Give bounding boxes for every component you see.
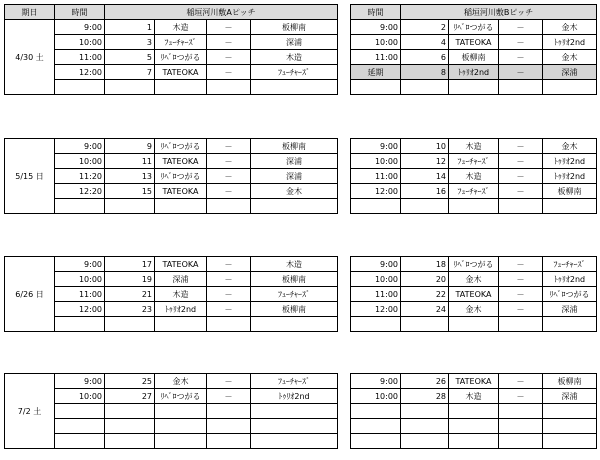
home-team: TATEOKA xyxy=(449,287,499,302)
table-row xyxy=(351,154,597,169)
home-team: 金木 xyxy=(449,302,499,317)
match-date: 6/26 日 xyxy=(5,257,55,332)
away-team xyxy=(543,199,597,214)
match-number xyxy=(401,199,449,214)
match-number: 4 xyxy=(401,35,449,50)
vs-dash xyxy=(499,317,543,332)
vs-dash: － xyxy=(207,272,251,287)
away-team: 板柳南 xyxy=(251,302,338,317)
away-team: 板柳南 xyxy=(251,272,338,287)
vs-dash xyxy=(207,419,251,434)
home-team xyxy=(449,199,499,214)
match-number: 25 xyxy=(105,374,155,389)
match-time: 9:00 xyxy=(351,20,401,35)
table-row xyxy=(5,302,338,317)
table-row xyxy=(5,35,338,50)
header-row xyxy=(351,5,597,20)
match-number xyxy=(401,80,449,95)
vs-dash: － xyxy=(207,374,251,389)
away-team: 深浦 xyxy=(543,302,597,317)
vs-dash: － xyxy=(499,184,543,199)
match-time xyxy=(351,80,401,95)
vs-dash: － xyxy=(499,272,543,287)
vs-dash: － xyxy=(499,374,543,389)
match-number xyxy=(105,404,155,419)
home-team: ﾘﾍﾞﾛつがる xyxy=(155,50,207,65)
match-number: 22 xyxy=(401,287,449,302)
match-time xyxy=(55,419,105,434)
away-team xyxy=(251,419,338,434)
schedule-block-4-pitch-a xyxy=(4,373,338,449)
table-row xyxy=(351,257,597,272)
header-row xyxy=(5,5,338,20)
schedule-block-2-pitch-a xyxy=(4,138,338,214)
home-team xyxy=(449,419,499,434)
schedule-block-2-pitch-b xyxy=(350,138,597,214)
home-team: 板柳南 xyxy=(449,50,499,65)
match-number xyxy=(401,317,449,332)
match-number xyxy=(105,419,155,434)
vs-dash: － xyxy=(207,287,251,302)
vs-dash xyxy=(499,199,543,214)
match-time: 12:00 xyxy=(55,65,105,80)
match-time: 12:00 xyxy=(351,302,401,317)
table-row xyxy=(351,389,597,404)
home-team: 木造 xyxy=(155,20,207,35)
table-row xyxy=(351,419,597,434)
match-time: 9:00 xyxy=(55,374,105,389)
table-row xyxy=(5,434,338,449)
table-row xyxy=(351,272,597,287)
table-row xyxy=(5,169,338,184)
vs-dash xyxy=(499,80,543,95)
vs-dash: － xyxy=(499,20,543,35)
match-number xyxy=(105,199,155,214)
away-team xyxy=(543,404,597,419)
match-date: 7/2 土 xyxy=(5,374,55,449)
home-team: 木造 xyxy=(449,169,499,184)
away-team: ﾄｩﾘｵ2nd xyxy=(543,169,597,184)
table-row-postponed xyxy=(351,65,597,80)
home-team: TATEOKA xyxy=(449,374,499,389)
table-row xyxy=(5,154,338,169)
vs-dash: － xyxy=(207,257,251,272)
vs-dash: － xyxy=(207,169,251,184)
away-team: 板柳南 xyxy=(543,374,597,389)
time-header: 時間 xyxy=(351,5,401,20)
home-team: TATEOKA xyxy=(155,184,207,199)
match-time xyxy=(55,317,105,332)
match-number: 24 xyxy=(401,302,449,317)
away-team xyxy=(543,80,597,95)
match-time: 9:00 xyxy=(351,257,401,272)
away-team xyxy=(543,434,597,449)
vs-dash: － xyxy=(207,154,251,169)
match-time: 9:00 xyxy=(351,139,401,154)
match-time: 11:00 xyxy=(351,287,401,302)
match-time xyxy=(55,199,105,214)
table-row xyxy=(5,257,338,272)
match-time xyxy=(351,317,401,332)
match-time xyxy=(55,80,105,95)
match-number: 14 xyxy=(401,169,449,184)
match-time: 10:00 xyxy=(55,272,105,287)
match-date: 4/30 土 xyxy=(5,20,55,95)
table-row xyxy=(351,20,597,35)
away-team: 深浦 xyxy=(543,389,597,404)
table-row xyxy=(351,139,597,154)
schedule-block-4-pitch-b xyxy=(350,373,597,449)
away-team: ﾌｭｰﾁｬｰｽﾞ xyxy=(543,257,597,272)
table-row xyxy=(5,50,338,65)
table-row xyxy=(5,139,338,154)
table-row xyxy=(351,184,597,199)
match-number: 9 xyxy=(105,139,155,154)
home-team xyxy=(155,419,207,434)
pitch-b-header: 稲垣河川敷Bピッチ xyxy=(401,5,597,20)
vs-dash xyxy=(207,317,251,332)
away-team: 深浦 xyxy=(543,65,597,80)
home-team: 木造 xyxy=(155,287,207,302)
vs-dash xyxy=(207,404,251,419)
away-team: 深浦 xyxy=(251,169,338,184)
away-team xyxy=(543,419,597,434)
match-time xyxy=(55,404,105,419)
match-number: 12 xyxy=(401,154,449,169)
time-header: 時間 xyxy=(55,5,105,20)
match-time: 10:00 xyxy=(55,35,105,50)
away-team: ﾄｩﾘｵ2nd xyxy=(543,35,597,50)
match-time xyxy=(351,419,401,434)
away-team: 木造 xyxy=(251,50,338,65)
match-time: 10:00 xyxy=(351,35,401,50)
match-time xyxy=(55,434,105,449)
match-number: 13 xyxy=(105,169,155,184)
away-team: 木造 xyxy=(251,257,338,272)
away-team: 深浦 xyxy=(251,35,338,50)
match-time: 12:00 xyxy=(55,302,105,317)
away-team: ﾌｭｰﾁｬｰｽﾞ xyxy=(251,287,338,302)
home-team: 木造 xyxy=(449,389,499,404)
away-team: 金木 xyxy=(251,184,338,199)
match-time: 10:00 xyxy=(55,389,105,404)
home-team: 金木 xyxy=(449,272,499,287)
table-row xyxy=(351,169,597,184)
table-row xyxy=(351,317,597,332)
match-number: 8 xyxy=(401,65,449,80)
home-team: ﾘﾍﾞﾛつがる xyxy=(155,169,207,184)
table-row xyxy=(5,287,338,302)
home-team xyxy=(155,317,207,332)
vs-dash: － xyxy=(499,139,543,154)
match-number: 28 xyxy=(401,389,449,404)
home-team: 深浦 xyxy=(155,272,207,287)
home-team xyxy=(155,80,207,95)
home-team xyxy=(155,199,207,214)
home-team: ﾄｩﾘｵ2nd xyxy=(449,65,499,80)
table-row xyxy=(351,199,597,214)
match-number xyxy=(105,317,155,332)
vs-dash: － xyxy=(207,302,251,317)
vs-dash xyxy=(499,419,543,434)
away-team: ﾘﾍﾞﾛつがる xyxy=(543,287,597,302)
vs-dash: － xyxy=(207,65,251,80)
match-number: 27 xyxy=(105,389,155,404)
match-time: 10:00 xyxy=(351,272,401,287)
match-number xyxy=(401,434,449,449)
away-team: 金木 xyxy=(543,20,597,35)
home-team: ﾘﾍﾞﾛつがる xyxy=(155,389,207,404)
home-team xyxy=(155,404,207,419)
vs-dash xyxy=(499,434,543,449)
table-row xyxy=(5,374,338,389)
schedule-block-1-pitch-b xyxy=(350,4,597,95)
away-team xyxy=(251,199,338,214)
table-row xyxy=(351,35,597,50)
away-team xyxy=(251,434,338,449)
table-row xyxy=(5,317,338,332)
match-time: 9:00 xyxy=(351,374,401,389)
home-team: TATEOKA xyxy=(449,35,499,50)
home-team: ﾌｭｰﾁｬｰｽﾞ xyxy=(155,35,207,50)
away-team: 板柳南 xyxy=(251,20,338,35)
away-team: ﾌｭｰﾁｬｰｽﾞ xyxy=(251,374,338,389)
home-team xyxy=(155,434,207,449)
match-number: 15 xyxy=(105,184,155,199)
vs-dash: － xyxy=(499,257,543,272)
match-number xyxy=(401,419,449,434)
away-team: 深浦 xyxy=(251,154,338,169)
match-time: 12:20 xyxy=(55,184,105,199)
away-team: 金木 xyxy=(543,50,597,65)
home-team: TATEOKA xyxy=(155,257,207,272)
match-time: 9:00 xyxy=(55,139,105,154)
table-row xyxy=(5,419,338,434)
away-team: ﾄｩﾘｵ2nd xyxy=(543,154,597,169)
match-number: 5 xyxy=(105,50,155,65)
match-time: 12:00 xyxy=(351,184,401,199)
vs-dash xyxy=(207,80,251,95)
date-header: 期日 xyxy=(5,5,55,20)
match-time: 10:00 xyxy=(351,154,401,169)
table-row xyxy=(5,199,338,214)
match-time: 11:00 xyxy=(55,287,105,302)
match-number: 1 xyxy=(105,20,155,35)
home-team: TATEOKA xyxy=(155,65,207,80)
vs-dash: － xyxy=(499,35,543,50)
match-time xyxy=(351,199,401,214)
table-row xyxy=(5,184,338,199)
vs-dash: － xyxy=(499,169,543,184)
away-team: 金木 xyxy=(543,139,597,154)
away-team xyxy=(251,404,338,419)
home-team: ﾄｩﾘｵ2nd xyxy=(155,302,207,317)
vs-dash: － xyxy=(499,154,543,169)
home-team xyxy=(449,434,499,449)
vs-dash: － xyxy=(499,389,543,404)
match-time xyxy=(351,404,401,419)
match-time: 11:20 xyxy=(55,169,105,184)
vs-dash: － xyxy=(499,287,543,302)
match-number: 16 xyxy=(401,184,449,199)
vs-dash xyxy=(207,434,251,449)
table-row xyxy=(351,287,597,302)
home-team: ﾌｭｰﾁｬｰｽﾞ xyxy=(449,154,499,169)
table-row xyxy=(5,65,338,80)
match-number: 20 xyxy=(401,272,449,287)
table-row xyxy=(351,404,597,419)
home-team: ﾘﾍﾞﾛつがる xyxy=(155,139,207,154)
table-row xyxy=(351,374,597,389)
away-team: 板柳南 xyxy=(543,184,597,199)
schedule-block-3-pitch-b xyxy=(350,256,597,332)
vs-dash: － xyxy=(499,65,543,80)
away-team: ﾌｭｰﾁｬｰｽﾞ xyxy=(251,65,338,80)
match-number: 23 xyxy=(105,302,155,317)
away-team: ﾄｩﾘｵ2nd xyxy=(543,272,597,287)
home-team: 金木 xyxy=(155,374,207,389)
vs-dash: － xyxy=(207,389,251,404)
match-number xyxy=(105,80,155,95)
match-number: 2 xyxy=(401,20,449,35)
table-row xyxy=(351,80,597,95)
match-time: 9:00 xyxy=(55,257,105,272)
match-time xyxy=(351,434,401,449)
match-number: 6 xyxy=(401,50,449,65)
match-number: 3 xyxy=(105,35,155,50)
vs-dash: － xyxy=(207,184,251,199)
vs-dash: － xyxy=(499,302,543,317)
match-number: 17 xyxy=(105,257,155,272)
match-number: 21 xyxy=(105,287,155,302)
home-team: ﾘﾍﾞﾛつがる xyxy=(449,20,499,35)
table-row xyxy=(351,434,597,449)
table-row xyxy=(5,389,338,404)
table-row xyxy=(5,272,338,287)
match-time-postponed: 延期 xyxy=(351,65,401,80)
home-team xyxy=(449,80,499,95)
table-row xyxy=(351,302,597,317)
match-time: 9:00 xyxy=(55,20,105,35)
vs-dash: － xyxy=(207,35,251,50)
home-team xyxy=(449,317,499,332)
match-time: 11:00 xyxy=(55,50,105,65)
match-date: 5/15 日 xyxy=(5,139,55,214)
match-time: 11:00 xyxy=(351,50,401,65)
schedule-block-3-pitch-a xyxy=(4,256,338,332)
match-time: 10:00 xyxy=(55,154,105,169)
away-team: ﾄｩﾘｵ2nd xyxy=(251,389,338,404)
match-number: 11 xyxy=(105,154,155,169)
home-team: ﾌｭｰﾁｬｰｽﾞ xyxy=(449,184,499,199)
away-team xyxy=(543,317,597,332)
vs-dash: － xyxy=(207,139,251,154)
home-team: 木造 xyxy=(449,139,499,154)
away-team: 板柳南 xyxy=(251,139,338,154)
match-number: 26 xyxy=(401,374,449,389)
match-time: 10:00 xyxy=(351,389,401,404)
schedule-block-1-pitch-a xyxy=(4,4,338,95)
match-number xyxy=(401,404,449,419)
home-team: ﾘﾍﾞﾛつがる xyxy=(449,257,499,272)
vs-dash: － xyxy=(207,50,251,65)
home-team: TATEOKA xyxy=(155,154,207,169)
match-number: 10 xyxy=(401,139,449,154)
table-row xyxy=(351,50,597,65)
table-row xyxy=(5,404,338,419)
away-team xyxy=(251,317,338,332)
vs-dash: － xyxy=(499,50,543,65)
vs-dash xyxy=(499,404,543,419)
match-time: 11:00 xyxy=(351,169,401,184)
home-team xyxy=(449,404,499,419)
table-row xyxy=(5,20,338,35)
pitch-a-header: 稲垣河川敷Aピッチ xyxy=(105,5,338,20)
match-number: 7 xyxy=(105,65,155,80)
vs-dash: － xyxy=(207,20,251,35)
match-number: 19 xyxy=(105,272,155,287)
vs-dash xyxy=(207,199,251,214)
match-number xyxy=(105,434,155,449)
table-row xyxy=(5,80,338,95)
match-number: 18 xyxy=(401,257,449,272)
away-team xyxy=(251,80,338,95)
